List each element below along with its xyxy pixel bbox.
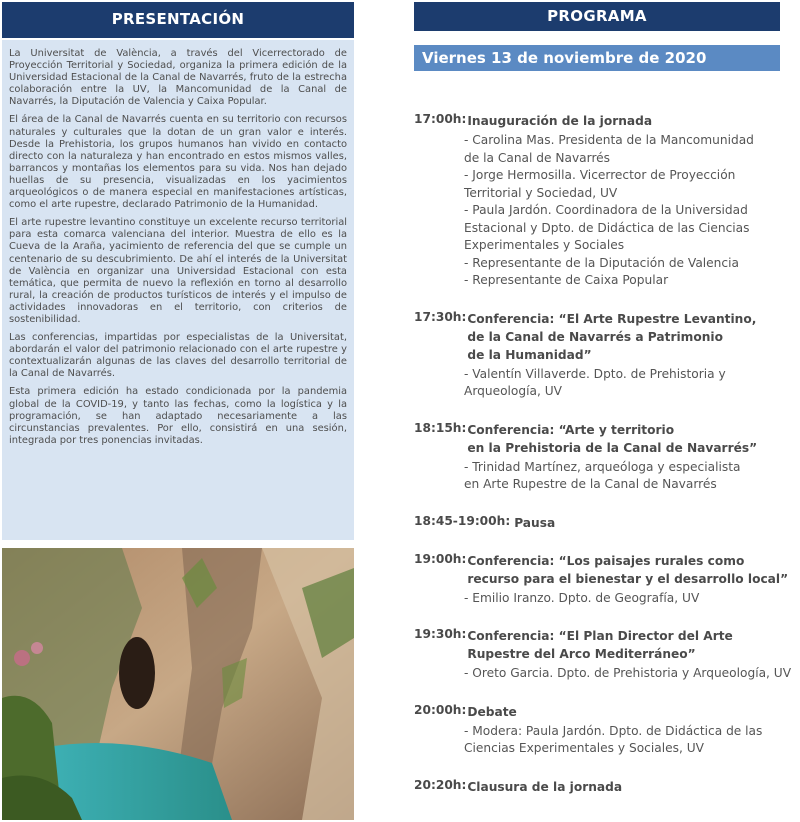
program-item — [414, 627, 794, 683]
session-speakers — [464, 665, 794, 683]
paragraph: La Universitat de València, a través del Vicerrectorado de Proyección Territorial y Sociedad, organiza la primera edición de la Universidad Estacional de la Canal de Navarrés, fruto de la estrecha colaboración entre la UV, la Mancomunidad de la Canal de Navarrés, la Diputación de Valencia y Caixa Popular. — [9, 48, 347, 108]
presentation-column — [2, 2, 354, 540]
speaker-line: - Trinidad Martínez, arqueóloga y especialista en Arte Rupestre de la Canal de Navarrés — [464, 459, 741, 491]
speaker-line: - Modera: Paula Jardón. Dpto. de Didáctica de las Ciencias Experimentales y Sociales, UV — [464, 723, 763, 755]
session-speakers — [464, 366, 794, 401]
session-time: 20:20h: — [414, 777, 467, 792]
program-item-heading — [414, 112, 794, 130]
session-time: 17:30h: — [414, 309, 467, 324]
paragraph: Las conferencias, impartidas por especialistas de la Universitat, abordarán el valor del patrimonio relacionado con el arte rupestre y contextualizarán algunas de las claves del desarrollo territorial de la Canal de Navarrés. — [9, 332, 347, 380]
session-time: 20:00h: — [414, 702, 467, 717]
session-title: Inauguración de la jornada — [467, 114, 653, 128]
speaker-line: - Representante de la Diputación de Valencia — [464, 255, 739, 270]
speaker-line: - Oreto Garcia. Dpto. de Prehistoria y Arqueología, UV — [464, 666, 792, 680]
session-title: Debate — [467, 704, 517, 719]
program-header: PROGRAMA — [414, 2, 780, 31]
session-time: 17:00h: — [414, 112, 467, 126]
session-title: Clausura de la jornada — [467, 779, 623, 794]
presentation-header: PRESENTACIÓN — [2, 2, 354, 38]
program-item-heading — [414, 552, 794, 588]
program-item — [414, 778, 794, 796]
program-item — [414, 421, 794, 494]
session-time: 18:15h: — [414, 420, 467, 435]
program-item — [414, 310, 794, 401]
speaker-line: - Carolina Mas. Presidenta de la Mancomunidad de la Canal de Navarrés — [464, 133, 754, 165]
program-item-heading — [414, 310, 794, 364]
speaker-line: - Emilio Iranzo. Dpto. de Geografía, UV — [464, 590, 700, 605]
program-item — [414, 514, 794, 532]
program-column — [414, 2, 792, 794]
session-speakers — [464, 590, 794, 608]
speaker-line: - Paula Jardón. Coordinadora de la Universidad Estacional y Dpto. de Didáctica de las Ciencias Experimentales y Sociales — [464, 203, 750, 252]
cave-landscape-photo — [2, 548, 354, 820]
session-title: Conferencia: “El Plan Director del Arte Rupestre del Arco Mediterráneo” — [467, 629, 733, 661]
program-item — [414, 112, 794, 290]
program-item-heading — [414, 627, 794, 663]
session-speakers — [464, 459, 794, 494]
session-title: Conferencia: “Los paisajes rurales como recurso para el bienestar y el desarrollo local” — [467, 553, 789, 586]
program-item — [414, 552, 794, 608]
paragraph: El área de la Canal de Navarrés cuenta en su territorio con recursos naturales y culturales que la dotan de un gran valor e interés. Desde la Prehistoria, los grupos humanos han vivido en contacto directo con la naturaleza y han encontrado en estos mismos valles, barrancos y montañas los elementos para su vida. Nos han dejado huellas de su presencia, visualizadas en los yacimientos arqueológicos o de manera especial en manifestaciones artísticas, como el arte rupestre, declarado Patrimonio de la Humanidad. — [9, 114, 347, 211]
program-item-heading — [414, 703, 794, 721]
presentation-text — [2, 40, 354, 540]
session-title: Conferencia: “Arte y territorio en la Prehistoria de la Canal de Navarrés” — [467, 422, 758, 455]
speaker-line: - Jorge Hermosilla. Vicerrector de Proyección Territorial y Sociedad, UV — [464, 168, 736, 200]
session-speakers — [464, 132, 794, 290]
session-time: 18:45-19:00h: — [414, 513, 511, 528]
program-item-heading — [414, 514, 794, 532]
day-banner: Viernes 13 de noviembre de 2020 — [414, 45, 780, 71]
session-title: Conferencia: “El Arte Rupestre Levantino, de la Canal de Navarrés a Patrimonio de la Humanidad” — [467, 311, 757, 362]
session-title: Pausa — [514, 515, 556, 530]
program-item-heading — [414, 778, 794, 796]
session-speakers — [464, 723, 794, 758]
speaker-line: - Valentín Villaverde. Dpto. de Prehistoria y Arqueología, UV — [464, 366, 726, 398]
paragraph: Esta primera edición ha estado condicionada por la pandemia global de la COVID-19, y tanto las fechas, como la logística y la programación, se han adaptado necesariamente a las circunstancias prevalentes. Por ello, consistirá en una sesión, integrada por tres ponencias invitadas. — [9, 386, 347, 446]
paragraph: El arte rupestre levantino constituye un excelente recurso territorial para esta comarca valenciana del interior. Muestra de ello es la Cueva de la Araña, yacimiento de referencia del que se cumple un centenario de su descubrimiento. De ahí el interés de la Universitat de València en organizar una Universidad Estacional con esta temática, que permita de nuevo la reflexión en torno al desarrollo rural, la creación de productos turísticos de interés y el impulso de actividades innovadoras en el territorio, con criterios de sostenibilidad. — [9, 217, 347, 325]
speaker-line: - Representante de Caixa Popular — [464, 273, 669, 287]
program-item-heading — [414, 421, 794, 457]
session-time: 19:00h: — [414, 551, 467, 566]
program-list — [414, 112, 794, 816]
program-item — [414, 703, 794, 758]
session-time: 19:30h: — [414, 627, 467, 641]
